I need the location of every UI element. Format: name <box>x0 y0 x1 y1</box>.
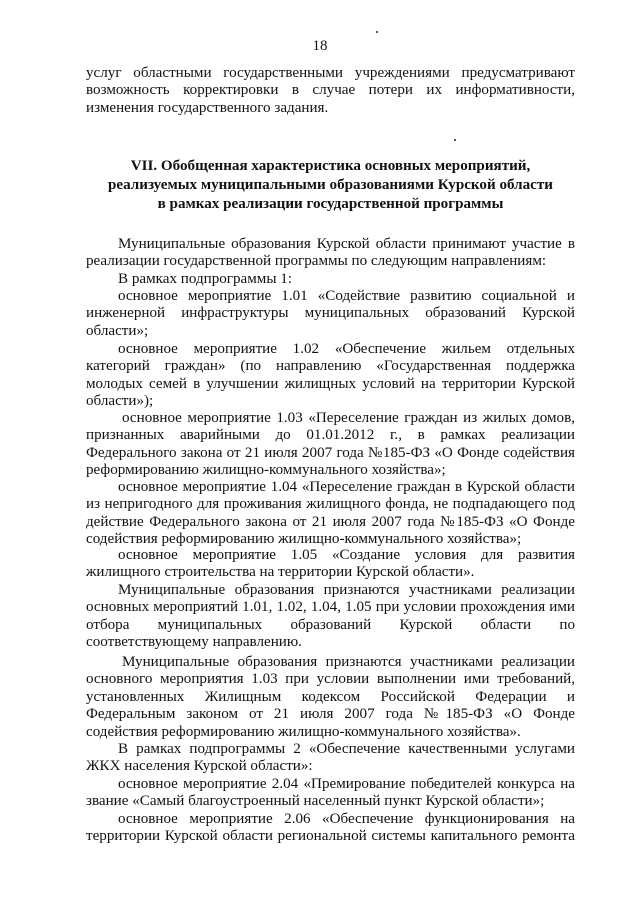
section-heading <box>86 157 575 214</box>
text-line: области»); <box>86 393 154 410</box>
page-number: 18 <box>312 38 328 54</box>
text-line: реализации государственной программы по следующим направлениям: <box>86 253 547 270</box>
heading-line: VII. Обобщенная характеристика основных мероприятий, <box>130 158 531 174</box>
scan-speck <box>454 139 456 141</box>
text-line: категорий граждан» (по направлению «Государственная поддержка <box>86 358 575 375</box>
text-line: Муниципальные образования признаются участниками реализации <box>118 582 575 598</box>
text-line: услуг областными государственными учреждениями предусматривают <box>86 65 575 81</box>
text-line: молодых семей в улучшении жилищных условий на территории Курской <box>86 375 575 392</box>
paragraph <box>86 410 575 480</box>
text-line: отбора муниципальных образований Курской области по <box>86 616 575 633</box>
text-line: основное мероприятие 1.05 «Создание условия для развития <box>118 547 575 563</box>
scan-speck <box>376 31 378 33</box>
text-line: основное мероприятие 2.04 «Премирование победителей конкурса на <box>118 776 575 792</box>
text-line: жилищного строительства на территории Курской области». <box>86 564 475 581</box>
text-line: действие Федерального закона от 21 июля 2007 года №185-ФЗ «О Фонде <box>86 513 575 530</box>
text-line: содействия реформированию жилищно-коммунального хозяйства»; <box>86 531 522 548</box>
heading-line: в рамках реализации государственной программы <box>157 196 504 212</box>
text-line: Муниципальные образования Курской области принимают участие в <box>118 236 575 252</box>
text-line: области»; <box>86 322 149 339</box>
paragraph <box>86 288 575 340</box>
text-line: реформированию жилищно-коммунального хозяйства»; <box>86 462 446 479</box>
text-line: основного мероприятия 1.03 при условии выполнении ими требований, <box>86 671 575 688</box>
text-line: Федерального закона от 21 июля 2007 года №185-ФЗ «О Фонде содействия <box>86 444 575 461</box>
paragraph <box>86 547 575 582</box>
paragraph <box>86 654 575 741</box>
text-line: основных мероприятий 1.01, 1.02, 1.04, 1.05 при условии прохождения ими <box>86 599 575 616</box>
text-line: основное мероприятие 1.03 «Переселение граждан из жилых домов, <box>122 410 575 426</box>
intro-paragraph <box>86 65 575 117</box>
text-line: изменения государственного задания. <box>86 99 329 116</box>
text-line: Муниципальные образования признаются участниками реализации <box>122 654 575 670</box>
text-line: инженерной инфраструктуры муниципальных образований Курской <box>86 305 575 322</box>
text-line: содействия реформированию жилищно-коммунального хозяйства». <box>86 723 521 740</box>
paragraph <box>86 341 575 411</box>
text-line: возможность корректировки в случае потери их информативности, <box>86 82 575 99</box>
text-line: основное мероприятие 1.02 «Обеспечение жильем отдельных <box>118 341 575 357</box>
text-line: основное мероприятие 2.06 «Обеспечение функционирования на <box>118 811 575 827</box>
text-line: основное мероприятие 1.04 «Переселение граждан в Курской области <box>118 479 575 495</box>
paragraph <box>86 479 575 549</box>
paragraph <box>86 582 575 652</box>
text-line: установленных Жилищным кодексом Российской Федерации и <box>86 688 575 705</box>
text-line: В рамках подпрограммы 1: <box>118 271 292 287</box>
paragraph <box>86 811 575 846</box>
text-line: признанных аварийными до 01.01.2012 г., в рамках реализации <box>86 427 575 444</box>
text-line: из непригодного для проживания жилищного фонда, не подпадающего под <box>86 496 575 513</box>
text-line: Федеральным законом от 21 июля 2007 года №185-ФЗ «О Фонде <box>86 706 575 723</box>
text-line: звание «Самый благоустроенный населенный пункт Курской области»; <box>86 793 545 810</box>
paragraph <box>86 741 575 776</box>
paragraph <box>86 776 575 811</box>
paragraph <box>86 236 575 271</box>
text-line: ЖКХ населения Курской области»: <box>86 758 313 775</box>
text-line: основное мероприятие 1.01 «Содействие развитию социальной и <box>118 288 575 304</box>
text-line: В рамках подпрограммы 2 «Обеспечение качественными услугами <box>118 741 575 757</box>
text-line: территории Курской области региональной системы капитального ремонта <box>86 828 575 845</box>
paragraph <box>86 271 575 288</box>
text-line: соответствующему направлению. <box>86 634 302 651</box>
heading-line: реализуемых муниципальными образованиями Курской области <box>108 177 553 193</box>
